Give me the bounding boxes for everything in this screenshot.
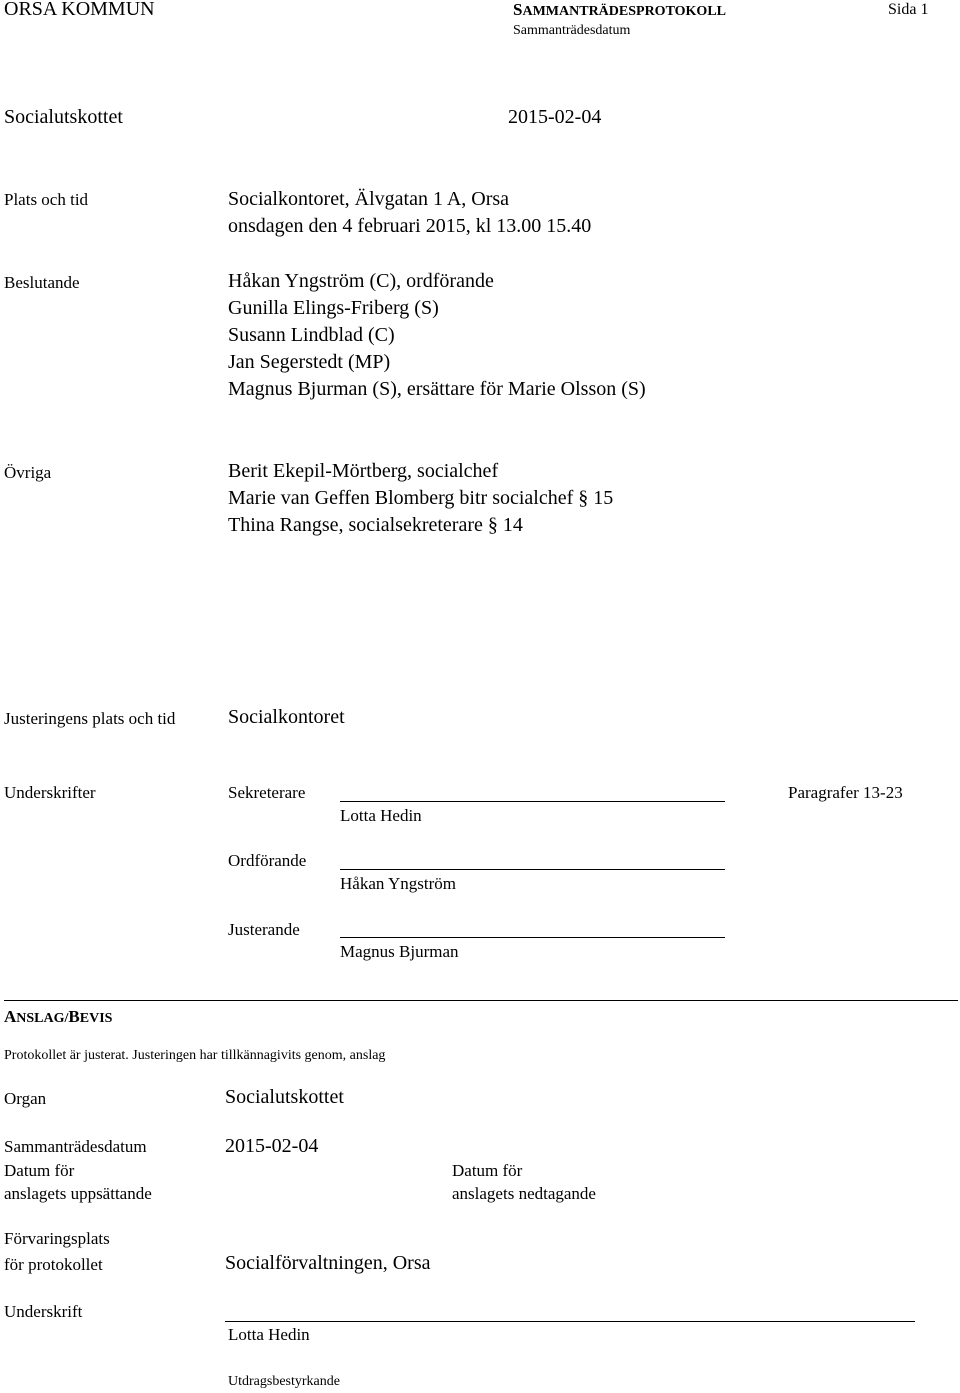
meeting-date-label: Sammanträdesdatum xyxy=(4,1137,147,1156)
signature-role: Justerande xyxy=(228,920,300,939)
signature-line xyxy=(340,801,725,802)
storage-label: Förvaringsplats xyxy=(4,1229,110,1248)
signatures-label: Underskrifter xyxy=(4,783,96,802)
meeting-date: 2015-02-04 xyxy=(508,106,602,128)
removed-date-label-2: anslagets nedtagande xyxy=(452,1184,596,1203)
signature-name: Lotta Hedin xyxy=(228,1325,310,1344)
meeting-date-value: 2015-02-04 xyxy=(225,1135,319,1157)
anslag-title xyxy=(4,1007,112,1027)
posted-date-label: Datum för xyxy=(4,1161,75,1180)
signature-label: Underskrift xyxy=(4,1302,83,1321)
time-line: onsdagen den 4 februari 2015, kl 13.00 15.40 xyxy=(228,215,592,237)
signatory-name: Håkan Yngström xyxy=(340,874,456,893)
meeting-date-caption: Sammanträdesdatum xyxy=(513,23,631,38)
storage-value: Socialförvaltningen, Orsa xyxy=(225,1252,431,1274)
anslag-title-initial: A xyxy=(4,1007,17,1026)
deciding-member: Susann Lindblad (C) xyxy=(228,324,395,346)
justering-place: Socialkontoret xyxy=(228,706,345,728)
org-name: ORSA KOMMUN xyxy=(4,0,155,20)
deciding-member: Håkan Yngström (C), ordförande xyxy=(228,270,494,292)
signature-line xyxy=(340,869,725,870)
organ-label: Organ xyxy=(4,1089,47,1108)
signature-line xyxy=(340,937,725,938)
certified-label: Utdragsbestyrkande xyxy=(228,1374,340,1389)
signature-role: Ordförande xyxy=(228,851,307,870)
deciding-member: Jan Segerstedt (MP) xyxy=(228,351,391,373)
other-attendee: Thina Rangse, socialsekreterare § 14 xyxy=(228,514,523,536)
other-attendee: Berit Ekepil-Mörtberg, socialchef xyxy=(228,460,499,482)
signatory-name: Lotta Hedin xyxy=(340,806,422,825)
paragraphs-range: Paragrafer 13-23 xyxy=(788,783,903,802)
document-type xyxy=(513,0,726,20)
signature-line xyxy=(225,1321,915,1322)
committee-name: Socialutskottet xyxy=(4,106,123,128)
justering-label: Justeringens plats och tid xyxy=(4,709,176,728)
place-time-label: Plats och tid xyxy=(4,190,89,209)
bevis-title-rest: EVIS xyxy=(79,1011,113,1026)
signatory-name: Magnus Bjurman xyxy=(340,942,459,961)
document-type-initial: S xyxy=(513,0,523,19)
anslag-title-rest: NSLAG/ xyxy=(16,1011,69,1026)
posted-date-label-2: anslagets uppsättande xyxy=(4,1184,152,1203)
document-type-rest: AMMANTRÄDESPROTOKOLL xyxy=(522,4,727,19)
page-number: Sida 1 xyxy=(888,1,929,18)
storage-label-2: för protokollet xyxy=(4,1255,103,1274)
others-label: Övriga xyxy=(4,463,52,482)
adjustment-notice: Protokollet är justerat. Justeringen har tillkännagivits genom, anslag xyxy=(4,1048,386,1063)
other-attendee: Marie van Geffen Blomberg bitr socialchef § 15 xyxy=(228,487,614,509)
bevis-title-initial: B xyxy=(68,1007,80,1026)
organ-value: Socialutskottet xyxy=(225,1086,344,1108)
signature-role: Sekreterare xyxy=(228,783,306,802)
deciding-member: Gunilla Elings-Friberg (S) xyxy=(228,297,439,319)
deciding-member: Magnus Bjurman (S), ersättare för Marie Olsson (S) xyxy=(228,378,646,400)
place-line: Socialkontoret, Älvgatan 1 A, Orsa xyxy=(228,188,510,210)
removed-date-label: Datum för xyxy=(452,1161,523,1180)
section-divider xyxy=(4,1000,958,1001)
deciding-label: Beslutande xyxy=(4,273,80,292)
